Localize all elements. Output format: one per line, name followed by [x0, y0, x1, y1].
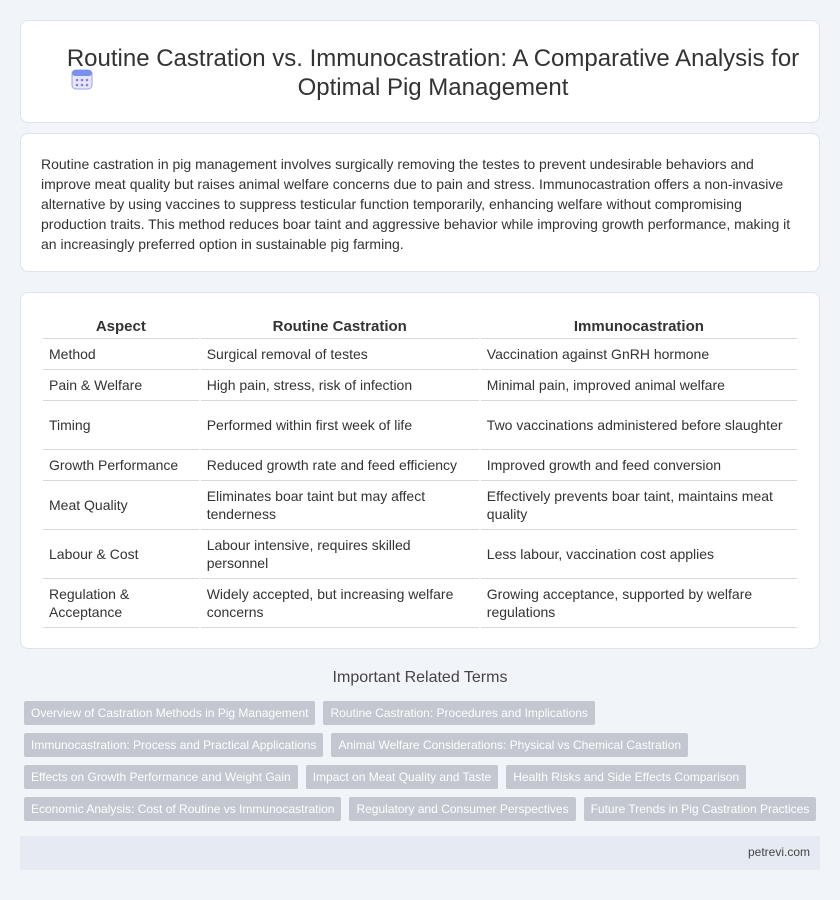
- intro-paragraph: Routine castration in pig management involves surgically removing the testes to prevent undesirable behaviors and improve meat quality but raises animal welfare concerns due to pain and stress. Immunocastration offers a non-invasive alternative by using vaccines to suppress testicular function temporarily, enhancing welfare without compromising production traits. This method reduces boar taint and aggressive behavior while improving growth performance, making it an increasingly preferred option in sustainable pig farming.: [41, 156, 791, 252]
- related-term-tag[interactable]: Economic Analysis: Cost of Routine vs Immunocastration: [24, 797, 341, 821]
- table-row: [43, 339, 797, 370]
- related-term-tag[interactable]: Animal Welfare Considerations: Physical vs Chemical Castration: [331, 733, 688, 757]
- related-term-tag[interactable]: Future Trends in Pig Castration Practices: [584, 797, 817, 821]
- related-term-tag[interactable]: Overview of Castration Methods in Pig Management: [24, 701, 315, 725]
- cell-aspect: Method: [43, 339, 199, 370]
- cell-immuno: Vaccination against GnRH hormone: [481, 339, 797, 370]
- cell-immuno: Improved growth and feed conversion: [481, 450, 797, 481]
- cell-immuno: Two vaccinations administered before slaughter: [481, 401, 797, 450]
- related-term-tag[interactable]: Immunocastration: Process and Practical Applications: [24, 733, 323, 757]
- page-title: Routine Castration vs. Immunocastration: A Comparative Analysis for Optimal Pig Management: [66, 45, 800, 101]
- cell-routine: Performed within first week of life: [201, 401, 479, 450]
- cell-aspect: Meat Quality: [43, 481, 199, 530]
- cell-aspect: Pain & Welfare: [43, 370, 199, 401]
- cell-routine: Labour intensive, requires skilled personnel: [201, 530, 479, 579]
- cell-aspect: Labour & Cost: [43, 530, 199, 579]
- related-term-tag[interactable]: Regulatory and Consumer Perspectives: [349, 797, 575, 821]
- cell-routine: Surgical removal of testes: [201, 339, 479, 370]
- related-term-tag[interactable]: Routine Castration: Procedures and Implications: [323, 701, 594, 725]
- related-term-tag[interactable]: Impact on Meat Quality and Taste: [306, 765, 499, 789]
- cell-routine: Reduced growth rate and feed efficiency: [201, 450, 479, 481]
- table-row: [43, 579, 797, 628]
- table-row: [43, 530, 797, 579]
- title-card: [20, 20, 820, 123]
- header-immunocastration: Immunocastration: [481, 315, 797, 339]
- table-row: [43, 481, 797, 530]
- related-terms-heading: Important Related Terms: [332, 669, 508, 686]
- footer-site-link[interactable]: petrevi.com: [747, 845, 810, 859]
- comparison-table-card: [20, 292, 820, 649]
- table-row: [43, 401, 797, 450]
- cell-immuno: Minimal pain, improved animal welfare: [481, 370, 797, 401]
- cell-immuno: Less labour, vaccination cost applies: [481, 530, 797, 579]
- footer: [20, 836, 820, 870]
- cell-immuno: Effectively prevents boar taint, maintains meat quality: [481, 481, 797, 530]
- comparison-table: [41, 315, 799, 628]
- table-row: [43, 370, 797, 401]
- intro-card: [20, 133, 820, 272]
- header-routine-castration: Routine Castration: [201, 315, 479, 339]
- related-terms-list: [24, 701, 824, 829]
- cell-aspect: Timing: [43, 401, 199, 450]
- cell-routine: Widely accepted, but increasing welfare concerns: [201, 579, 479, 628]
- related-term-tag[interactable]: Health Risks and Side Effects Comparison: [506, 765, 746, 789]
- cell-immuno: Growing acceptance, supported by welfare regulations: [481, 579, 797, 628]
- cell-aspect: Growth Performance: [43, 450, 199, 481]
- cell-routine: Eliminates boar taint but may affect tenderness: [201, 481, 479, 530]
- cell-aspect: Regulation & Acceptance: [43, 579, 199, 628]
- table-row: [43, 450, 797, 481]
- related-term-tag[interactable]: Effects on Growth Performance and Weight Gain: [24, 765, 298, 789]
- table-header-row: [43, 315, 797, 339]
- header-aspect: Aspect: [43, 315, 199, 339]
- cell-routine: High pain, stress, risk of infection: [201, 370, 479, 401]
